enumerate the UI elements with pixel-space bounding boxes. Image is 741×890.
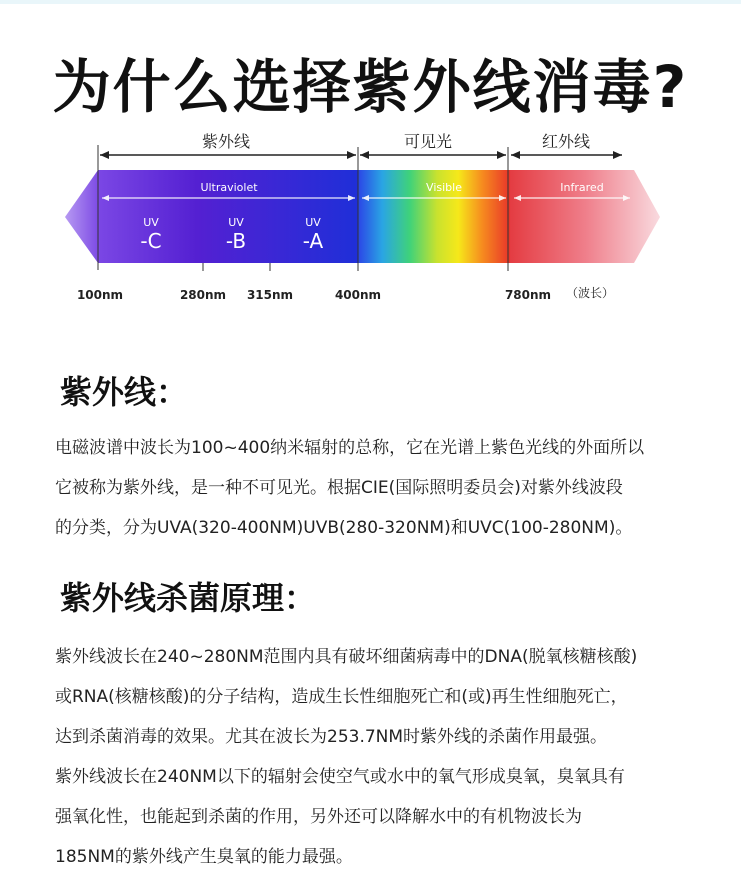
tick-label-280nm: 280nm (179, 288, 227, 302)
text-line: 185NM的紫外线产生臭氧的能力最强。 (55, 847, 353, 867)
top-border (0, 0, 741, 4)
section-heading-sterilization: 紫外线杀菌原理： (60, 579, 317, 617)
text-line: 达到杀菌消毒的效果。尤其在波长为253.7NM时紫外线的杀菌作用最强。 (55, 727, 608, 747)
band-label-ultraviolet: Ultraviolet (200, 181, 258, 194)
tick-label-315nm: 315nm (246, 288, 294, 302)
band-label-visible: Visible (426, 181, 462, 194)
range-label-infrared: 红外线 (541, 132, 591, 151)
text-line: 强氧化性，也能起到杀菌的作用，另外还可以降解水中的有机物波长为 (55, 807, 582, 827)
wavelength-unit-note: （波长） (565, 286, 615, 300)
text-line: 紫外线波长在240NM以下的辐射会使空气或水中的氧气形成臭氧，臭氧具有 (55, 767, 625, 787)
section-body-sterilization (55, 637, 735, 877)
tick-label-400nm: 400nm (334, 288, 382, 302)
tick-label-100nm: 100nm (76, 288, 124, 302)
range-label-uv: 紫外线 (201, 132, 251, 151)
text-line: 它被称为紫外线，是一种不可见光。根据CIE(国际照明委员会)对紫外线波段 (55, 478, 623, 498)
band-label-infrared: Infrared (560, 181, 604, 194)
uv-b-bottom: -B (225, 229, 247, 253)
section-body-uv (55, 428, 735, 548)
wavelength-spectrum-diagram (0, 125, 741, 310)
uv-b-top: UV (228, 216, 244, 229)
text-line: 的分类，分为UVA(320-400NM)UVB(280-320NM)和UVC(100-280NM)。 (55, 518, 633, 538)
text-line: 紫外线波长在240~280NM范围内具有破坏细菌病毒中的DNA(脱氧核糖核酸) (55, 647, 638, 667)
range-label-visible: 可见光 (403, 132, 453, 151)
uv-c-bottom: -C (140, 229, 162, 253)
text-line: 电磁波谱中波长为100~400纳米辐射的总称，它在光谱上紫色光线的外面所以 (55, 438, 645, 458)
page-title: 为什么选择紫外线消毒? (52, 53, 689, 121)
section-heading-uv: 紫外线： (60, 373, 189, 411)
text-line: 或RNA(核糖核酸)的分子结构，造成生长性细胞死亡和(或)再生性细胞死亡， (55, 687, 628, 707)
uv-c-top: UV (143, 216, 159, 229)
uv-a-bottom: -A (302, 229, 324, 253)
uv-a-top: UV (305, 216, 321, 229)
range-arrows (100, 151, 622, 159)
tick-label-780nm: 780nm (504, 288, 552, 302)
